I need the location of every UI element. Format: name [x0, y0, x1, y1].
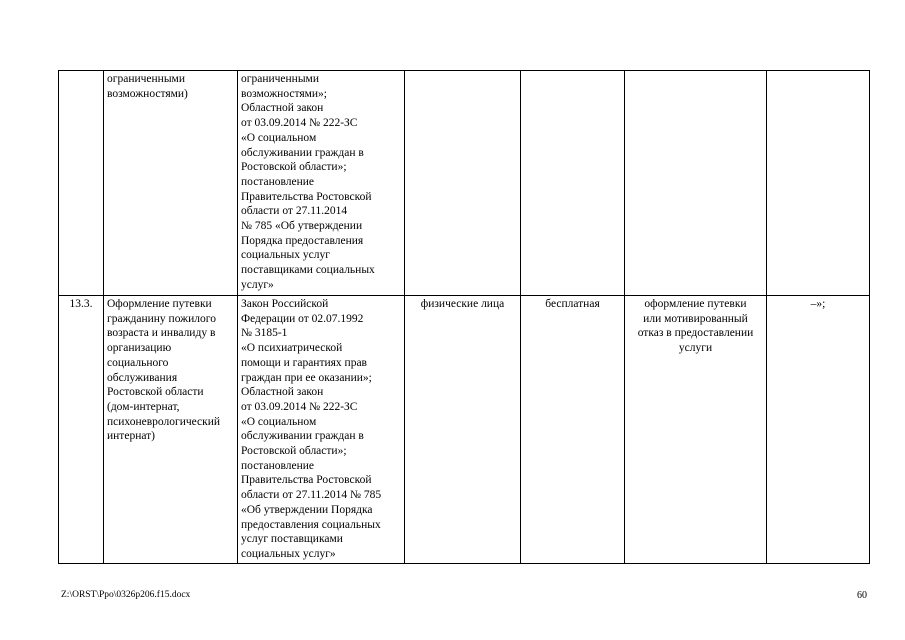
- cell-text-line: Областной закон: [241, 386, 324, 399]
- cell-text-line: возможностями»;: [241, 87, 328, 100]
- cell-text-line: № 785 «Об утверждении: [241, 220, 363, 233]
- cell-text-line: Федерации от 02.07.1992: [241, 312, 364, 325]
- cell-text-line: ограниченными: [241, 73, 319, 85]
- cell-text-line: «О социальном: [241, 131, 317, 144]
- cell-text-line: «О социальном: [241, 415, 317, 428]
- cell-text-line: обслуживания: [107, 371, 178, 384]
- row-number-cell: 13.3.: [59, 296, 104, 564]
- cell-text-line: помощи и гарантиях прав: [241, 356, 367, 369]
- cell-text-line: Порядка предоставления: [241, 234, 364, 247]
- extra-cell: [767, 71, 870, 296]
- result-cell: [625, 71, 767, 296]
- cell-text-line: предоставления социальных: [241, 518, 381, 531]
- cell-text-line: социальных услуг: [241, 249, 330, 262]
- payment-cell: [521, 296, 625, 564]
- cell-text-line: обслуживании граждан в: [241, 430, 364, 443]
- cell-text-line: оформление путевки: [644, 298, 747, 310]
- cell-text-line: интернат): [107, 430, 156, 443]
- cell-text-line: постановление: [241, 459, 315, 472]
- cell-text-line: № 3185-1: [241, 327, 288, 340]
- service-name-cell: [104, 296, 238, 564]
- cell-text-line: постановление: [241, 175, 315, 188]
- cell-text-line: Правительства Ростовской: [241, 190, 372, 203]
- service-name-cell: [104, 71, 238, 296]
- cell-text-line: (дом-интернат,: [107, 400, 180, 413]
- cell-text-line: Закон Российской: [241, 298, 329, 310]
- cell-text-line: возможностями): [107, 87, 188, 100]
- row-number-cell: [59, 71, 104, 296]
- cell-text-line: –»;: [810, 298, 826, 310]
- cell-text-line: услуг»: [241, 278, 274, 291]
- table-row: [59, 296, 870, 564]
- cell-text-line: граждан при ее оказании»;: [241, 371, 372, 384]
- recipients-cell: [405, 71, 521, 296]
- cell-text-line: физические лица: [420, 298, 505, 310]
- cell-text-line: «Об утверждении Порядка: [241, 503, 373, 516]
- legal-basis-cell: [238, 71, 405, 296]
- cell-text-line: социальных услуг»: [241, 547, 336, 560]
- result-cell: [625, 296, 767, 564]
- cell-text-line: ограниченными: [107, 73, 185, 85]
- cell-text-line: гражданину пожилого: [107, 312, 216, 325]
- cell-text-line: услуг поставщиками: [241, 533, 343, 546]
- cell-text-line: поставщиками социальных: [241, 264, 375, 277]
- cell-text-line: Ростовской области»;: [241, 445, 347, 458]
- cell-text-line: «О психиатрической: [241, 342, 343, 355]
- cell-text-line: или мотивированный: [643, 312, 748, 325]
- cell-text-line: от 03.09.2014 № 222-ЗС: [241, 400, 358, 413]
- table-row: [59, 71, 870, 296]
- legal-basis-cell: [238, 296, 405, 564]
- cell-text-line: области от 27.11.2014: [241, 205, 348, 218]
- cell-text-line: социального: [107, 356, 169, 369]
- cell-text-line: Оформление путевки: [107, 298, 212, 310]
- cell-text-line: от 03.09.2014 № 222-ЗС: [241, 117, 358, 130]
- cell-text-line: Ростовской области»;: [241, 161, 347, 174]
- cell-text-line: Правительства Ростовской: [241, 474, 372, 487]
- cell-text-line: Областной закон: [241, 102, 324, 115]
- cell-text-line: области от 27.11.2014 № 785: [241, 489, 382, 502]
- cell-text-line: возраста и инвалиду в: [107, 327, 216, 340]
- cell-text-line: психоневрологический: [107, 415, 221, 428]
- services-table: [58, 70, 870, 564]
- cell-text-line: бесплатная: [545, 298, 600, 310]
- page-number: 60: [857, 590, 867, 601]
- cell-text-line: услуги: [678, 342, 713, 355]
- cell-text-line: отказ в предоставлении: [637, 327, 754, 340]
- extra-cell: [767, 296, 870, 564]
- cell-text-line: Ростовской области: [107, 386, 204, 399]
- cell-text-line: обслуживании граждан в: [241, 146, 364, 159]
- recipients-cell: [405, 296, 521, 564]
- cell-text-line: организацию: [107, 342, 172, 355]
- file-path: Z:\ORST\Ppo\0326p206.f15.docx: [61, 590, 191, 600]
- payment-cell: [521, 71, 625, 296]
